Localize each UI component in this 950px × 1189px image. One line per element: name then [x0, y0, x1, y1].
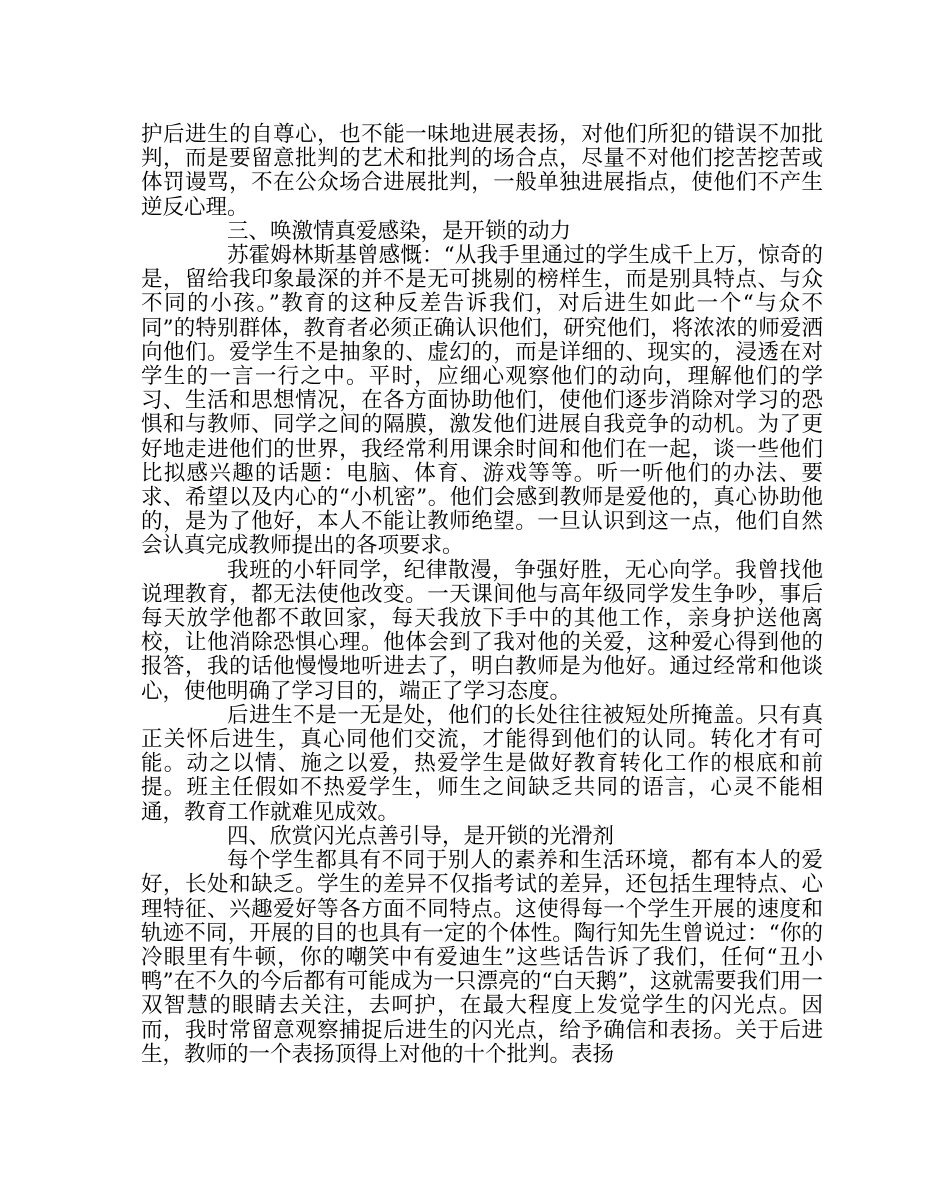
document-page — [141, 123, 823, 1067]
section-heading-four: 四、欣赏闪光点善引导，是开锁的光滑剂 — [227, 823, 615, 849]
paragraph-sukhomlinsky-quote: 苏霍姆林斯基曾感慨：“从我手里通过的学生成千上万，惊奇的是，留给我印象最深的并不是无可挑剔的榜样生，而是别具特点、与众不同的小孩。”教育的这种反差告诉我们，对后进生如此一个“与众不同”的特别群体，教育者必须正确认识他们，研究他们，将浓浓的师爱洒向他们。爱学生不是抽象的、虚幻的，而是详细的、现实的，浸透在对学生的一言一行之中。平时，应细心观察他们的动向，理解他们的学习、生活和思想情况，在各方面协助他们，使他们逐步消除对学习的恐惧和与教师、同学之间的隔膜，激发他们进展自我竞争的动机。为了更好地走进他们的世界，我经常利用课余时间和他们在一起，谈一些他们比拟感兴趣的话题：电脑、体育、游戏等等。听一听他们的办法、要求、希望以及内心的“小机密”。他们会感到教师是爱他的，真心协助他的，是为了他好，本人不能让教师绝望。一旦认识到这一点，他们自然会认真完成教师提出的各项要求。 — [141, 243, 823, 559]
paragraph-continuation: 护后进生的自尊心，也不能一味地进展表扬，对他们所犯的错误不加批判，而是要留意批判的艺术和批判的场合点，尽量不对他们挖苦挖苦或体罚谩骂，不在公众场合进展批判，一般单独进展指点，使他们不产生逆反心理。 — [141, 122, 823, 220]
paragraph-care-for-students: 后进生不是一无是处，他们的长处往往被短处所掩盖。只有真正关怀后进生，真心同他们交流，才能得到他们的认同。转化才有可能。动之以情、施之以爱，热爱学生是做好教育转化工作的根底和前提。班主任假如不热爱学生，师生之间缺乏共同的语言，心灵不能相通，教育工作就难见成效。 — [141, 702, 823, 825]
section-heading-three: 三、唤激情真爱感染，是开锁的动力 — [227, 218, 572, 244]
paragraph-xiaoxuan-case: 我班的小轩同学，纪律散漫，争强好胜，无心向学。我曾找他说理教育，都无法使他改变。一天课间他与高年级同学发生争吵，事后每天放学他都不敢回家，每天我放下手中的其他工作，亲身护送他离校，让他消除恐惧心理。他体会到了我对他的关爱，这种爱心得到他的报答，我的话他慢慢地听进去了，明白教师是为他好。通过经常和他谈心，使他明确了学习目的，端正了学习态度。 — [141, 557, 823, 704]
paragraph-bright-spots: 每个学生都具有不同于别人的素养和生活环境，都有本人的爱好，长处和缺乏。学生的差异不仅指考试的差异，还包括生理特点、心理特征、兴趣爱好等各方面不同特点。这使得每一个学生开展的速度和轨迹不同，开展的目的也具有一定的个体性。陶行知先生曾说过：“你的冷眼里有牛顿，你的嘲笑中有爱迪生”这些话告诉了我们，任何“丑小鸭”在不久的今后都有可能成为一只漂亮的“白天鹅”，这就需要我们用一双智慧的眼睛去关注，去呵护，在最大程度上发觉学生的闪光点。因而，我时常留意观察捕捉后进生的闪光点，给予确信和表扬。关于后进生，教师的一个表扬顶得上对他的十个批判。表扬 — [141, 848, 823, 1067]
